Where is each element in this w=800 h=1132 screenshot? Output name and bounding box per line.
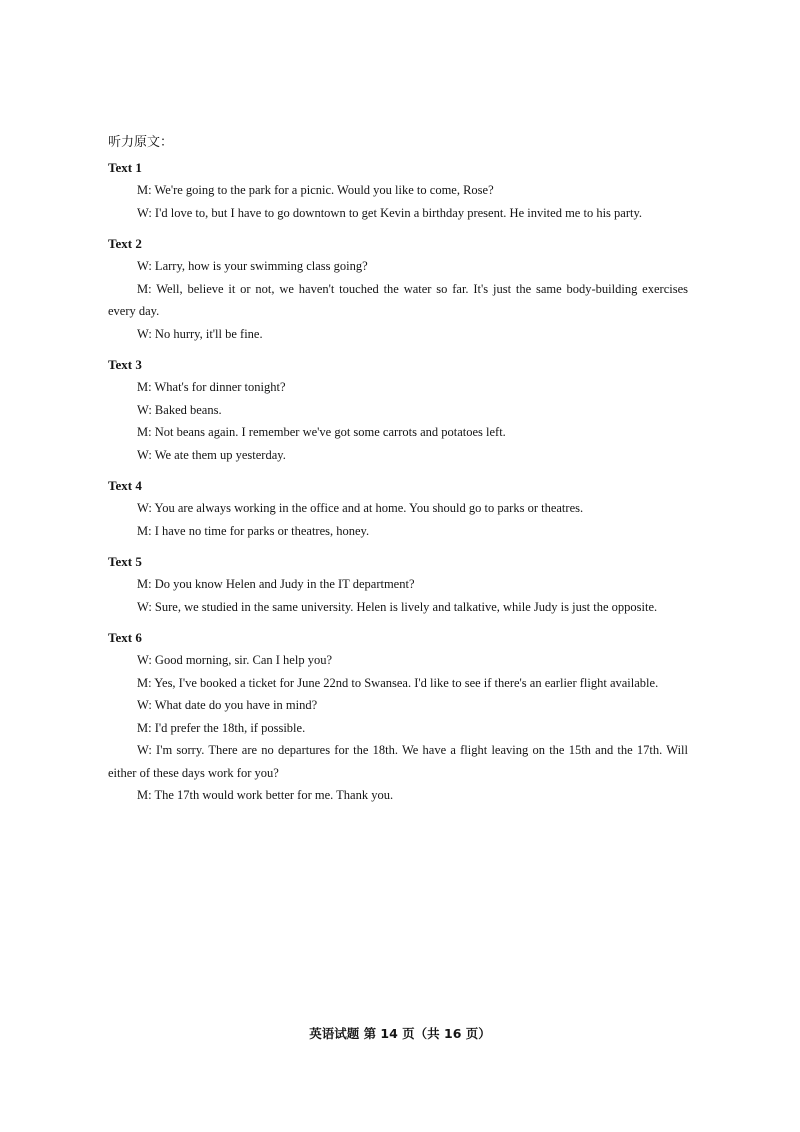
dialogue-line: W: We ate them up yesterday. xyxy=(137,447,286,462)
dialogue-line: M: I have no time for parks or theatres, honey. xyxy=(137,523,370,538)
section-title: Text 2 xyxy=(108,236,142,251)
dialogue-line: M: We're going to the park for a picnic. Would you like to come, Rose? xyxy=(137,183,494,197)
transcript-heading: 听力原文： xyxy=(108,135,174,150)
dialogue-line: W: Larry, how is your swimming class going? xyxy=(137,259,368,273)
dialogue-line: W: Sure, we studied in the same university. Helen is lively and talkative, while Judy is just the opposite. xyxy=(137,599,658,614)
dialogue-line: W: No hurry, it'll be fine. xyxy=(137,326,263,341)
listening-transcript xyxy=(108,133,688,816)
dialogue-line: W: What date do you have in mind? xyxy=(137,698,318,712)
dialogue-line: W: I'd love to, but I have to go downtown to get Kevin a birthday present. He invited me to his party. xyxy=(137,205,643,220)
dialogue-line: W: Baked beans. xyxy=(137,402,222,417)
dialogue-line: W: You are always working in the office and at home. You should go to parks or theatres. xyxy=(137,501,584,515)
dialogue-line: W: I'm sorry. There are no departures for the 18th. We have a flight leaving on the 15th and the 17th. Will either of these days work for you? xyxy=(108,743,688,780)
section-title: Text 1 xyxy=(108,160,142,175)
section-title: Text 3 xyxy=(108,357,142,372)
page-footer: 英语试题 第 14 页（共 16 页） xyxy=(309,1026,491,1041)
dialogue-line: W: Good morning, sir. Can I help you? xyxy=(137,653,332,667)
dialogue-line: M: Well, believe it or not, we haven't touched the water so far. It's just the same body-building exercises every day. xyxy=(108,281,688,318)
dialogue-line: M: Yes, I've booked a ticket for June 22nd to Swansea. I'd like to see if there's an earlier flight available. xyxy=(137,675,659,690)
text-section xyxy=(108,157,688,224)
dialogue-line: M: What's for dinner tonight? xyxy=(137,380,286,394)
text-section xyxy=(108,475,688,542)
dialogue-line: M: I'd prefer the 18th, if possible. xyxy=(137,720,306,735)
section-title: Text 4 xyxy=(108,478,142,493)
dialogue-line: M: Not beans again. I remember we've got some carrots and potatoes left. xyxy=(137,425,506,439)
section-title: Text 5 xyxy=(108,554,142,569)
text-section xyxy=(108,233,688,345)
dialogue-line: M: Do you know Helen and Judy in the IT department? xyxy=(137,577,415,591)
text-section xyxy=(108,627,688,807)
text-section xyxy=(108,551,688,618)
section-title: Text 6 xyxy=(108,630,142,645)
text-section xyxy=(108,354,688,466)
dialogue-line: M: The 17th would work better for me. Thank you. xyxy=(137,788,394,802)
